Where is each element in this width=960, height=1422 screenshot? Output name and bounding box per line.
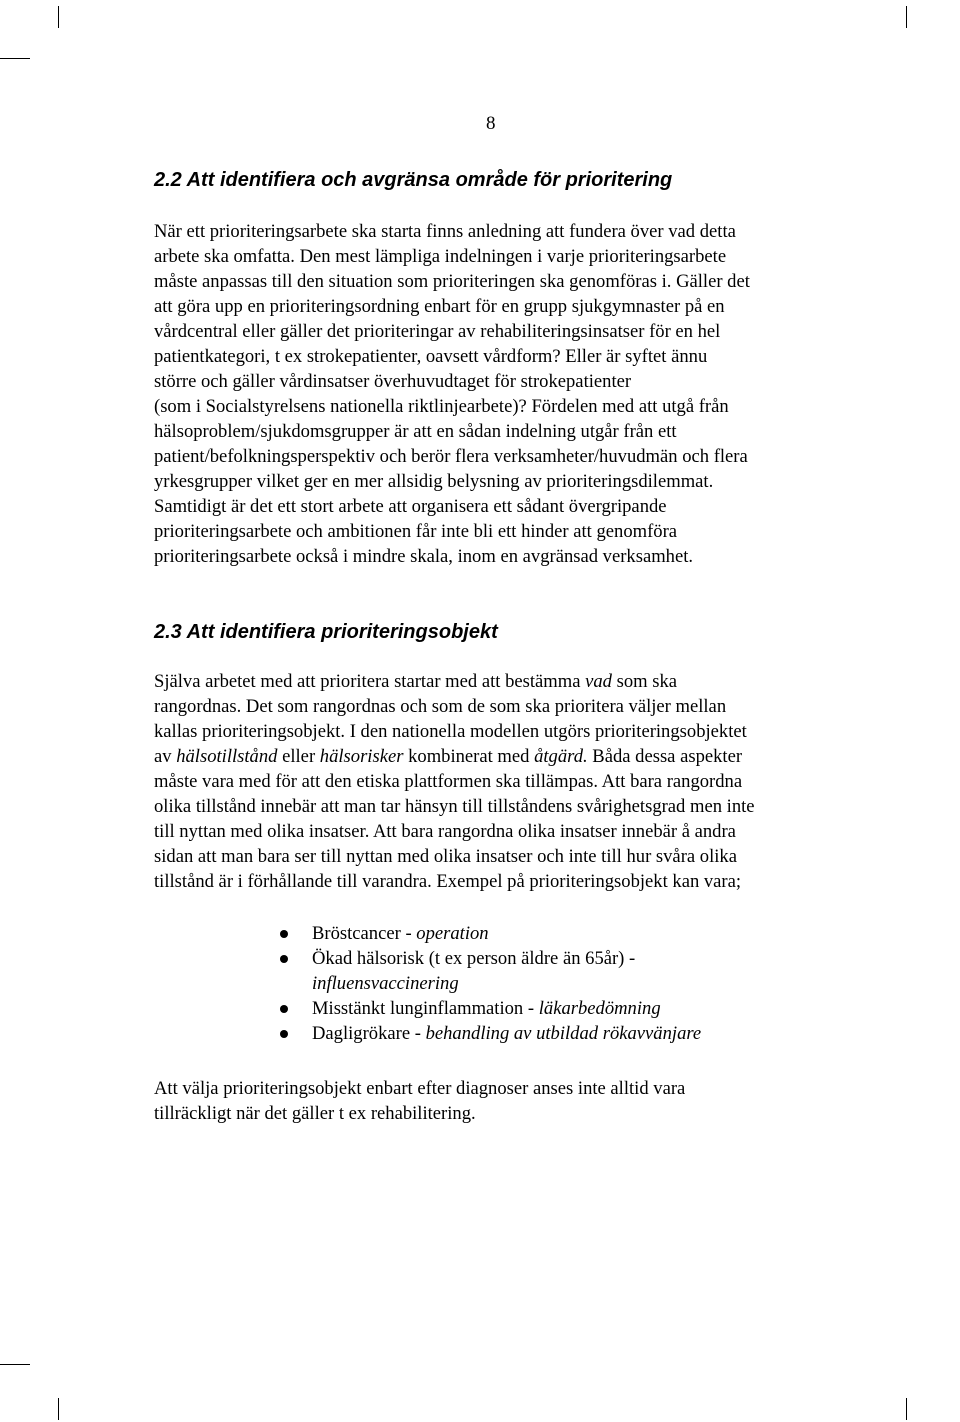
- emphasis: vad: [585, 671, 612, 692]
- example-action: influensvaccinering: [312, 973, 459, 994]
- closing-paragraph: [154, 1076, 874, 1126]
- example-action: läkarbedömning: [538, 998, 661, 1019]
- text-line: större och gäller vårdinsatser överhuvudtaget för strokepatienter: [154, 371, 632, 392]
- example-condition: Dagligrökare -: [312, 1023, 426, 1044]
- text-line: sidan att man bara ser till nyttan med olika insatser och inte till hur svåra olika: [154, 846, 737, 867]
- list-item: [280, 1021, 840, 1046]
- text-line: till nyttan med olika insatser. Att bara rangordna olika insatser innebär å andra: [154, 821, 736, 842]
- text-line: hälsoproblem/sjukdomsgrupper är att en sådan indelning utgår från ett: [154, 421, 677, 442]
- text-line: arbete ska omfatta. Den mest lämpliga indelningen i varje prioriteringsarbete: [154, 246, 727, 267]
- section-heading-2-3: 2.3 Att identifiera prioriteringsobjekt: [154, 621, 498, 643]
- bullet-icon: [280, 955, 288, 963]
- text-run: kombinerat med: [403, 746, 535, 767]
- section-2-2-paragraph: [154, 219, 874, 569]
- page-number: 8: [486, 113, 496, 134]
- crop-mark-bottom-left: [58, 1398, 59, 1420]
- crop-mark-top-right: [906, 6, 907, 28]
- list-item: [280, 996, 840, 1021]
- example-action: operation: [416, 923, 489, 944]
- emphasis: hälsotillstånd: [176, 746, 278, 767]
- text-run: av: [154, 746, 177, 767]
- text-line: tillräckligt när det gäller t ex rehabilitering.: [154, 1103, 476, 1124]
- example-condition: Bröstcancer -: [312, 923, 417, 944]
- text-run: eller: [277, 746, 320, 767]
- text-line: att göra upp en prioriteringsordning enbart för en grupp sjukgymnaster på en: [154, 296, 725, 317]
- crop-mark-bottom-right: [906, 1398, 907, 1420]
- text-run: som ska: [611, 671, 678, 692]
- example-condition: Misstänkt lunginflammation -: [312, 998, 539, 1019]
- text-line: måste anpassas till den situation som prioriteringen ska genomföras i. Gäller det: [154, 271, 750, 292]
- text-line: [154, 669, 874, 694]
- text-line: (som i Socialstyrelsens nationella riktlinjearbete)? Fördelen med att utgå från: [154, 396, 729, 417]
- text-line: prioriteringsarbete och ambitionen får inte bli ett hinder att genomföra: [154, 521, 678, 542]
- text-line: yrkesgrupper vilket ger en mer allsidig belysning av prioriteringsdilemmat.: [154, 471, 714, 492]
- crop-mark-left-upper: [0, 58, 30, 59]
- text-line: tillstånd är i förhållande till varandra. Exempel på prioriteringsobjekt kan vara;: [154, 871, 742, 892]
- example-action: behandling av utbildad rökavvänjare: [425, 1023, 702, 1044]
- list-item: [280, 946, 840, 996]
- section-heading-2-2: 2.2 Att identifiera och avgränsa område för prioritering: [154, 169, 673, 191]
- crop-mark-top-left: [58, 6, 59, 28]
- bullet-icon: [280, 1030, 288, 1038]
- bullet-icon: [280, 1005, 288, 1013]
- text-line: olika tillstånd innebär att man tar hänsyn till tillståndens svårighetsgrad men inte: [154, 796, 755, 817]
- text-run: Själva arbetet med att prioritera startar med att bestämma: [154, 671, 586, 692]
- text-line: [154, 744, 874, 769]
- text-line: måste vara med för att den etiska plattformen ska tillämpas. Att bara rangordna: [154, 771, 743, 792]
- text-line: Att välja prioriteringsobjekt enbart efter diagnoser anses inte alltid vara: [154, 1078, 686, 1099]
- section-2-3-paragraph: [154, 669, 874, 894]
- text-line: kallas prioriteringsobjekt. I den nationella modellen utgörs prioriteringsobjektet: [154, 721, 747, 742]
- text-line: Samtidigt är det ett stort arbete att organisera ett sådant övergripande: [154, 496, 667, 517]
- crop-mark-left-lower: [0, 1364, 30, 1365]
- text-line: vårdcentral eller gäller det prioriteringar av rehabiliteringsinsatser för en hel: [154, 321, 721, 342]
- text-line: När ett prioriteringsarbete ska starta finns anledning att fundera över vad detta: [154, 221, 736, 242]
- emphasis: åtgärd.: [534, 746, 588, 767]
- emphasis: hälsorisker: [319, 746, 404, 767]
- example-condition: Ökad hälsorisk (t ex person äldre än 65år) -: [312, 948, 636, 969]
- list-item: [280, 921, 840, 946]
- text-line: patientkategori, t ex strokepatienter, oavsett vårdform? Eller är syftet ännu: [154, 346, 708, 367]
- bullet-icon: [280, 930, 288, 938]
- example-list: [280, 921, 840, 1046]
- text-line: rangordnas. Det som rangordnas och som de som ska prioritera väljer mellan: [154, 696, 727, 717]
- text-line: prioriteringsarbete också i mindre skala, inom en avgränsad verksamhet.: [154, 546, 694, 567]
- text-line: patient/befolkningsperspektiv och berör flera verksamheter/huvudmän och flera: [154, 446, 748, 467]
- text-run: Båda dessa aspekter: [587, 746, 743, 767]
